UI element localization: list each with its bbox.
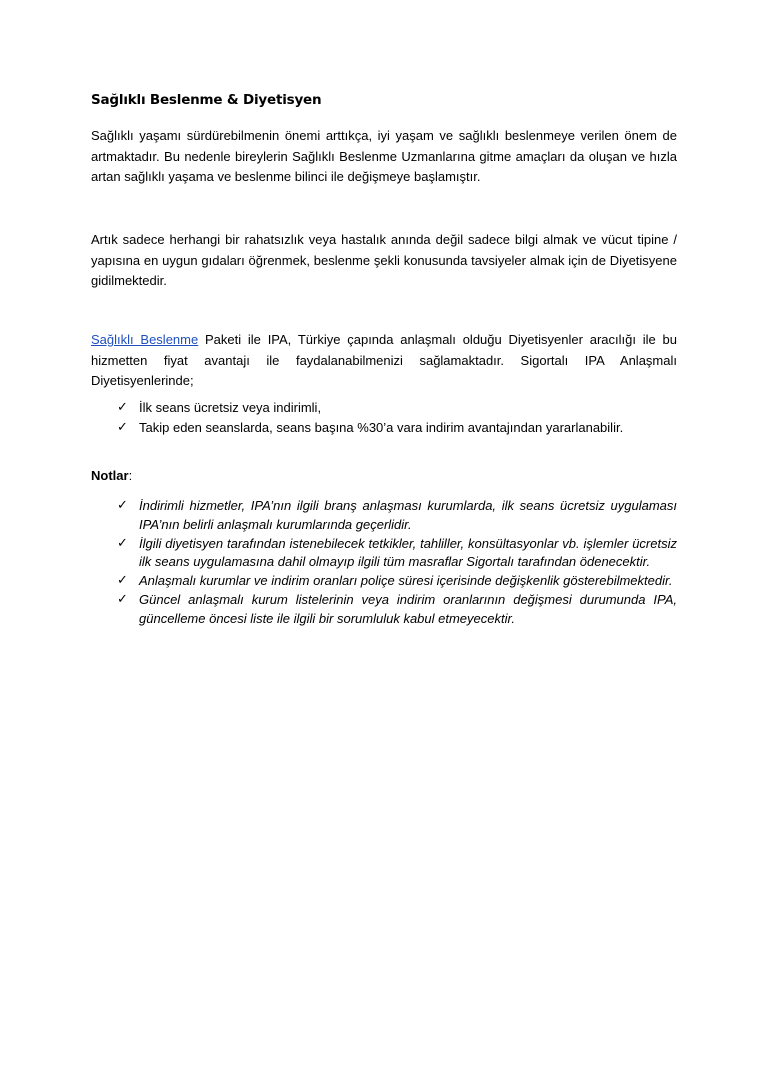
checkmark-icon: ✓ xyxy=(117,400,128,415)
list-item xyxy=(117,591,677,628)
note-text: Anlaşmalı kurumlar ve indirim oranları poliçe süresi içerisinde değişkenlik gösterebilmektedir. xyxy=(139,573,673,588)
checkmark-icon: ✓ xyxy=(117,498,128,513)
note-text: İlgili diyetisyen tarafından istenebilecek tetkikler, tahliller, konsültasyonlar vb. işlemler ücretsiz ilk seans uygulamasına dahil olmayıp ilgili tüm masraflar Sigortalı tarafından ödenecektir. xyxy=(139,535,677,569)
list-item xyxy=(117,497,677,534)
checkmark-icon: ✓ xyxy=(117,535,128,551)
package-paragraph xyxy=(91,330,677,392)
notes-heading-label: Notlar xyxy=(91,468,129,483)
benefit-text: Takip eden seanslarda, seans başına %30’a vara indirim avantajından yararlanabilir. xyxy=(139,420,624,435)
package-paragraph-text: Paketi ile IPA, Türkiye çapında anlaşmalı olduğu Diyetisyenler aracılığı ile bu hizmetten fiyat avantajı ile faydalanabilmenizi sağlamaktadır. Sigortalı IPA Anlaşmalı Diyetisyenlerinde; xyxy=(91,332,677,388)
notes-heading-colon: : xyxy=(128,468,133,483)
checkmark-icon: ✓ xyxy=(117,592,128,607)
list-item xyxy=(117,535,677,572)
healthy-nutrition-link[interactable]: Sağlıklı Beslenme xyxy=(91,332,199,347)
list-item xyxy=(117,572,677,591)
checkmark-icon: ✓ xyxy=(117,573,128,588)
checkmark-icon: ✓ xyxy=(117,420,128,435)
benefits-list xyxy=(117,398,677,438)
benefit-text: İlk seans ücretsiz veya indirimli, xyxy=(139,400,322,415)
notes-list xyxy=(117,497,677,629)
note-text: İndirimli hizmetler, IPA’nın ilgili branş anlaşması kurumlarda, ilk seans ücretsiz uygulaması IPA’nın belirli anlaşmalı kurumlarında geçerlidir. xyxy=(139,498,677,532)
intro-paragraph: Sağlıklı yaşamı sürdürebilmenin önemi arttıkça, iyi yaşam ve sağlıklı beslenmeye verilen önem de artmaktadır. Bu nedenle bireylerin Sağlıklı Beslenme Uzmanlarına gitme amaçları da oluşan ve hızla artan sağlıklı yaşama ve beslenme bilinci ile değişmeye başlamıştır. xyxy=(91,128,677,184)
list-item xyxy=(117,418,677,437)
second-paragraph: Artık sadece herhangi bir rahatsızlık veya hastalık anında değil sadece bilgi almak ve vücut tipine / yapısına en uygun gıdaları öğrenmek, beslenme şekli konusunda tavsiyeler almak için de Diyetisyene gidilmektedir. xyxy=(91,232,677,288)
document-title: Sağlıklı Beslenme & Diyetisyen xyxy=(91,92,322,108)
note-text: Güncel anlaşmalı kurum listelerinin veya indirim oranlarının değişmesi durumunda IPA, güncelleme öncesi liste ile ilgili bir sorumluluk kabul etmeyecektir. xyxy=(139,592,677,626)
notes-heading xyxy=(91,468,132,483)
list-item xyxy=(117,398,677,417)
